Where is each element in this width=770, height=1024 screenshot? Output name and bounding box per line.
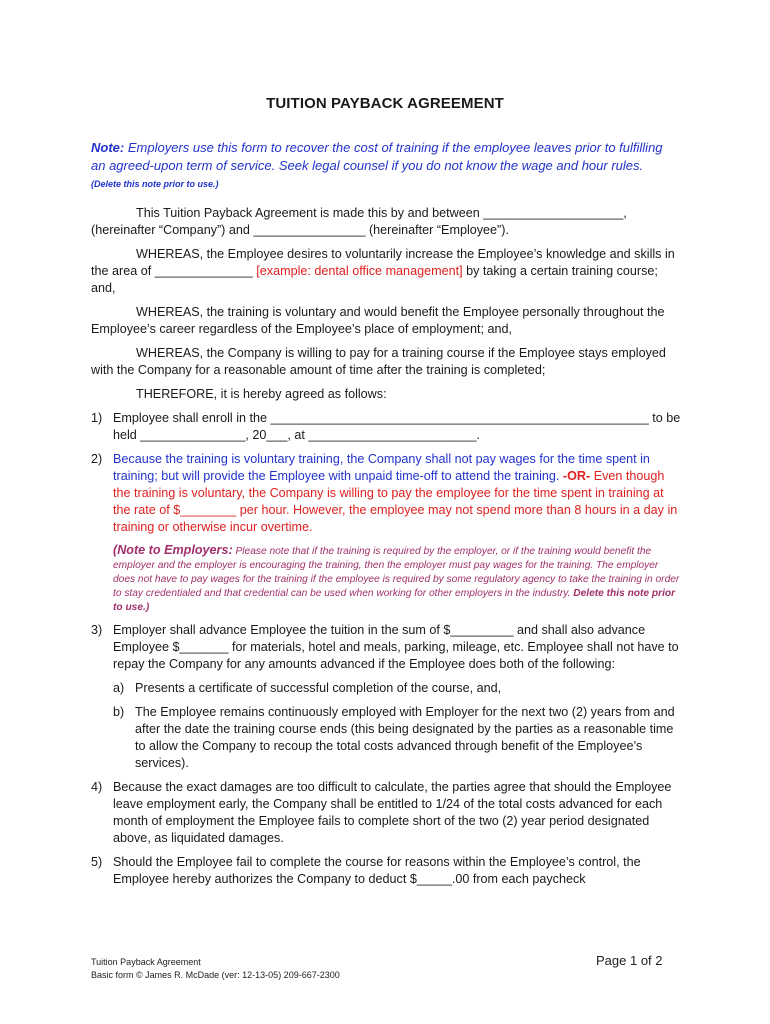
- page-number: Page 1 of 2: [596, 953, 663, 968]
- intro-paragraph: This Tuition Payback Agreement is made this by and between ____________________, (hereinafter “Company”) and ________________ (hereinafter “Employee”).: [91, 206, 627, 237]
- whereas-paragraph-2: WHEREAS, the training is voluntary and would benefit the Employee personally throughout the Employee’s career regardless of the Employee’s place of employment; and,: [91, 305, 665, 336]
- note-text: Employers use this form to recover the cost of training if the employee leaves prior to fulfilling an agreed-upon term of service. Seek legal counsel if you do not know the wage and hour rules.: [91, 140, 663, 173]
- footer-copyright: Basic form © James R. McDade (ver: 12-13-05) 209-667-2300: [91, 969, 340, 980]
- clause-2-or-separator: -OR-: [562, 469, 591, 483]
- clause-3: [91, 622, 681, 673]
- clause-text: Employee shall enroll in the ______________________________________________________ to be held _______________, 20___, at ________________________.: [113, 411, 681, 442]
- whereas-paragraph-3: WHEREAS, the Company is willing to pay for a training course if the Employee stays employed with the Company for a reasonable amount of time after the training is completed;: [91, 346, 666, 377]
- footer-doc-name: Tuition Payback Agreement: [91, 957, 201, 967]
- clause-1: [91, 410, 681, 444]
- clause-2: [91, 451, 681, 536]
- clause-number: 5): [91, 855, 103, 869]
- condition-a: [113, 680, 681, 697]
- clause-text: Because the exact damages are too difficult to calculate, the parties agree that should the Employee leave employment early, the Company shall be entitled to 1/24 of the total costs advanced for each month of employment the Employee fails to complete short of the two (2) year period designated above, as liquidated damages.: [113, 780, 672, 845]
- note-to-employers-label: (Note to Employers:: [113, 543, 233, 557]
- condition-b: [113, 704, 681, 772]
- clause-number: 4): [91, 780, 103, 794]
- condition-text: The Employee remains continuously employed with Employer for the next two (2) years from and after the date the training course ends (this being designated by the parties as a reasonable time to allow the Company to recoup the total costs advanced through benefit of the Employee’s services).: [135, 705, 675, 770]
- therefore-paragraph: THEREFORE, it is hereby agreed as follows:: [136, 387, 387, 401]
- clause-2-option-unpaid: Because the training is voluntary training, the Company shall not pay wages for the time spent in training; but will provide the Employee with unpaid time-off to attend the training.: [113, 452, 650, 483]
- whereas-1-example: [example: dental office management]: [256, 264, 463, 278]
- clause-4: [91, 779, 681, 847]
- note-to-employers: [113, 543, 681, 615]
- clause-text: Employer shall advance Employee the tuition in the sum of $_________ and shall also advance Employee $_______ for materials, hotel and meals, parking, mileage, etc. Employee shall not have to repay the Company for any amounts advanced if the Employee does both of the following:: [113, 623, 679, 671]
- clause-5: [91, 854, 681, 888]
- footer-info: [91, 956, 340, 981]
- clause-text: Should the Employee fail to complete the course for reasons within the Employee’s control, the Employee hereby authorizes the Company to deduct $_____.00 from each paycheck: [113, 855, 641, 886]
- note-label: Note:: [91, 140, 125, 155]
- note-delete-instruction: (Delete this note prior to use.): [91, 179, 219, 189]
- note-to-employers-text: Please note that if the training is required by the employer, or if the training would benefit the employer and the employer is encouraging the training, then the employer must pay wages for the training. The employer does not have to pay wages for the training if the employee is required by some regulatory agency to take the training in order to stay credentialed and that credential can be used when working for other employers in the industry.: [113, 546, 680, 599]
- condition-text: Presents a certificate of successful completion of the course, and,: [135, 681, 502, 695]
- whereas-1-text-a: WHEREAS, the Employee desires to voluntarily increase the Employee’s knowledge and skills in the area of ______________: [91, 247, 675, 278]
- clause-number: 1): [91, 411, 103, 425]
- clause-number: 2): [91, 452, 103, 466]
- document-body: [91, 205, 681, 895]
- whereas-1-text-b: by taking a certain training course; and,: [91, 264, 658, 295]
- employer-usage-note: [91, 139, 671, 194]
- document-title: TUITION PAYBACK AGREEMENT: [266, 95, 504, 112]
- condition-number: a): [113, 681, 125, 695]
- clause-3-conditions: [91, 680, 681, 772]
- clause-2-option-paid: Even though the training is voluntary, the Company is willing to pay the employee for the time spent in training at the rate of $________ per hour. However, the employee may not spend more than 8 hours in a day in training or otherwise incur overtime.: [113, 469, 678, 534]
- whereas-paragraph-1: [91, 246, 681, 297]
- condition-number: b): [113, 705, 125, 719]
- note-to-employers-delete: Delete this note prior to use.): [113, 588, 676, 613]
- clause-number: 3): [91, 623, 103, 637]
